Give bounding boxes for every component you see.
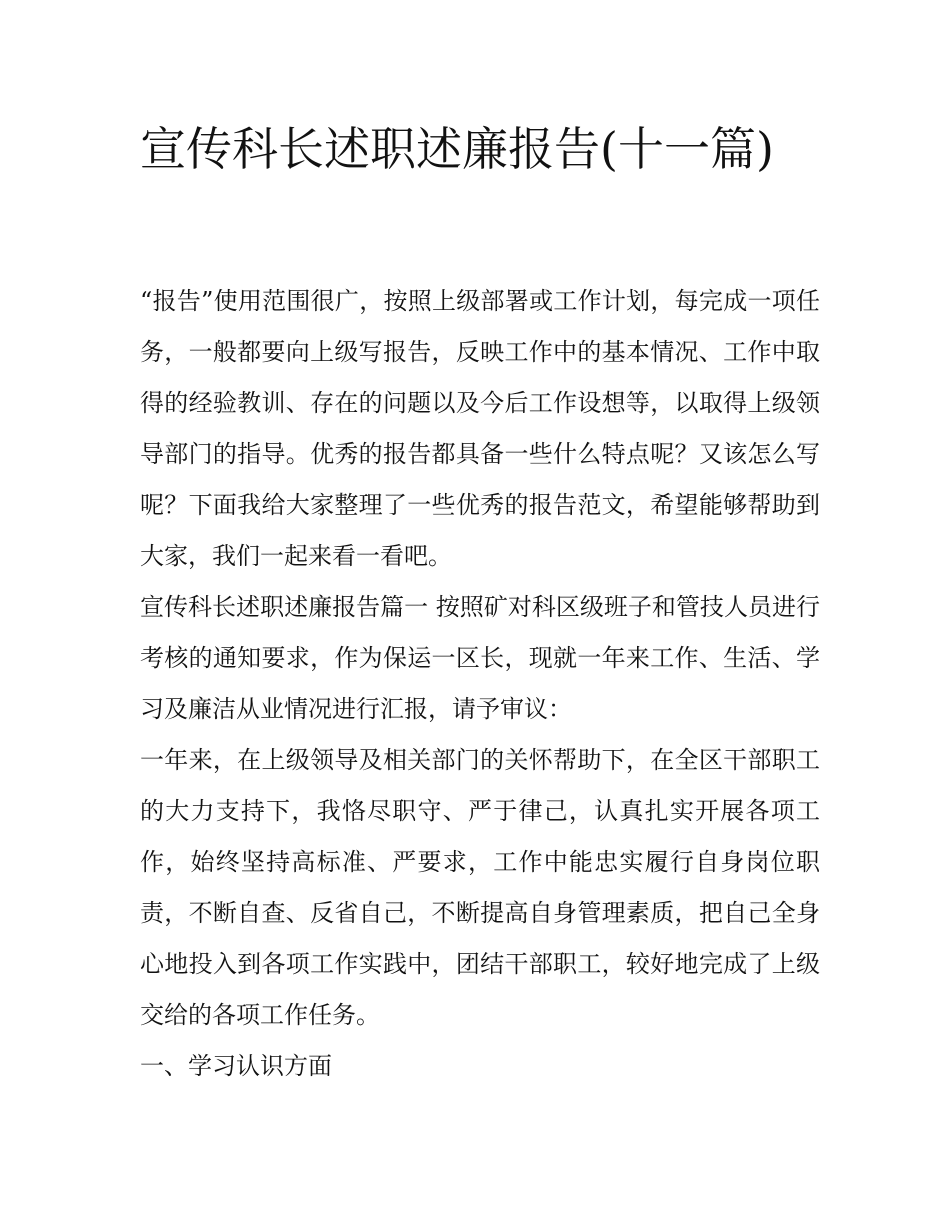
document-title: 宣传科长述职述廉报告(十一篇) [140,122,774,176]
document-body [140,276,820,1092]
intro-paragraph: “报告”使用范围很广，按照上级部署或工作计划，每完成一项任务，一般都要向上级写报告，反映工作中的基本情况、工作中取得的经验教训、存在的问题以及今后工作设想等，以取得上级领导部门的指导。优秀的报告都具备一些什么特点呢？又该怎么写呢？下面我给大家整理了一些优秀的报告范文，希望能够帮助到大家，我们一起来看一看吧。 [140,287,820,570]
section-heading-study: 一、学习认识方面 [140,1052,332,1080]
section-one-paragraph: 宣传科长述职述廉报告篇一 按照矿对科区级班子和管技人员进行考核的通知要求，作为保运一区长，现就一年来工作、生活、学习及廉洁从业情况进行汇报，请予审议： [140,593,820,723]
work-summary-paragraph: 一年来，在上级领导及相关部门的关怀帮助下，在全区干部职工的大力支持下，我恪尽职守、严于律己，认真扎实开展各项工作，始终坚持高标准、严要求，工作中能忠实履行自身岗位职责，不断自查、反省自己，不断提高自身管理素质，把自己全身心地投入到各项工作实践中，团结干部职工，较好地完成了上级交给的各项工作任务。 [140,746,820,1029]
